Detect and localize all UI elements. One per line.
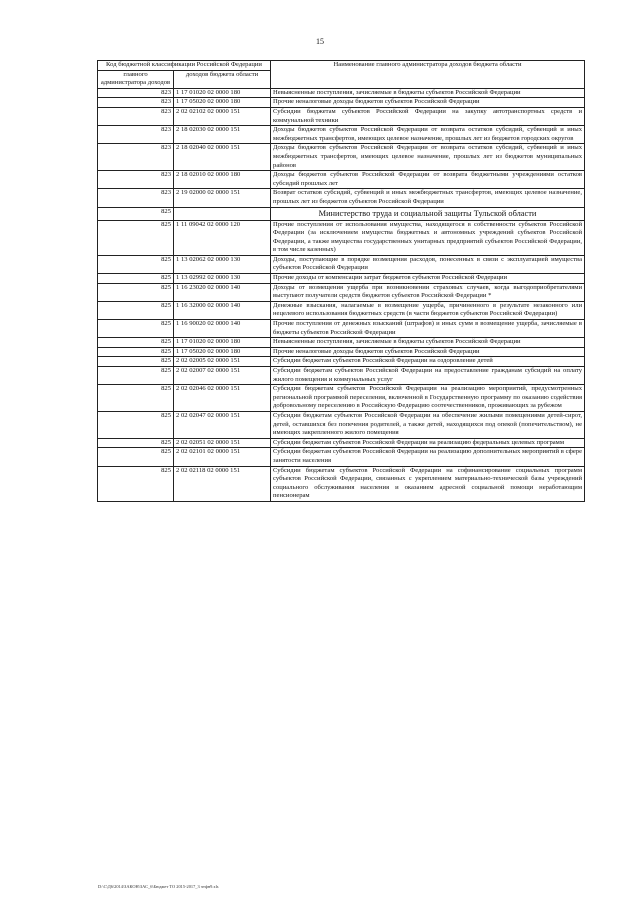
revenue-code-cell: 2 02 02102 02 0000 151 xyxy=(174,107,271,125)
table-row xyxy=(98,347,585,357)
description-cell: Доходы бюджетов субъектов Российской Федерации от возврата остатков субсидий, субвенций и иных межбюджетных трансфертов, имеющих целевое назначение, прошлых лет из бюджетов городских округов xyxy=(271,126,585,144)
revenue-code-cell: 2 02 02051 02 0000 151 xyxy=(174,438,271,448)
description-cell: Прочие доходы от компенсации затрат бюджетов субъектов Российской Федерации xyxy=(271,274,585,284)
admin-code-cell: 823 xyxy=(98,126,174,144)
table-row xyxy=(98,448,585,466)
revenue-code-cell: 2 18 02030 02 0000 151 xyxy=(174,126,271,144)
revenue-code-cell: 1 16 32000 02 0000 140 xyxy=(174,301,271,319)
revenue-code-cell: 2 02 02046 02 0000 151 xyxy=(174,385,271,412)
admin-code-cell: 823 xyxy=(98,107,174,125)
table-row xyxy=(98,220,585,255)
table-row xyxy=(98,338,585,348)
table-row xyxy=(98,411,585,438)
admin-code-cell: 825 xyxy=(98,448,174,466)
table-row xyxy=(98,126,585,144)
revenue-code-cell: 1 17 05020 02 0000 180 xyxy=(174,98,271,108)
ministry-heading-row xyxy=(98,207,585,220)
table-row xyxy=(98,88,585,98)
admin-code-cell: 825 xyxy=(98,301,174,319)
description-cell: Субсидии бюджетам субъектов Российской Федерации на оздоровление детей xyxy=(271,357,585,367)
table-row xyxy=(98,107,585,125)
description-cell: Субсидии бюджетам субъектов Российской Федерации на обеспечение жилыми помещениями детей-сирот, детей, оставшихся без попечения родителей, а также детей, находящихся под опекой (попечительством), не имеющих закрепленного жилого помещения xyxy=(271,411,585,438)
admin-code-cell: 825 xyxy=(98,367,174,385)
budget-classification-table xyxy=(97,60,585,502)
table-row xyxy=(98,385,585,412)
revenue-code-cell: 2 02 02005 02 0000 151 xyxy=(174,357,271,367)
revenue-code-cell: 2 02 02047 02 0000 151 xyxy=(174,411,271,438)
table-row xyxy=(98,301,585,319)
ministry-name-cell: Министерство труда и социальной защиты Тульской области xyxy=(271,207,585,220)
description-cell: Субсидии бюджетам субъектов Российской Федерации на предоставление гражданам субсидий на оплату жилого помещения и коммунальных услуг xyxy=(271,367,585,385)
description-cell: Невыясненные поступления, зачисляемые в бюджеты субъектов Российской Федерации xyxy=(271,88,585,98)
table-row xyxy=(98,367,585,385)
revenue-code-cell: 1 17 05020 02 0000 180 xyxy=(174,347,271,357)
header-admin-name: Наименование главного администратора доходов бюджета области xyxy=(271,61,585,89)
description-cell: Субсидии бюджетам субъектов Российской Федерации на реализацию мероприятий, предусмотренных региональной программой переселения, включенной в Государственную программу по оказанию содействия добровольному переселению в Российскую Федерацию соотечественников, проживающих за рубежом xyxy=(271,385,585,412)
admin-code-cell: 825 xyxy=(98,357,174,367)
table-row xyxy=(98,283,585,301)
table-row xyxy=(98,144,585,171)
admin-code-cell: 823 xyxy=(98,189,174,207)
admin-code-cell: 825 xyxy=(98,274,174,284)
admin-code-cell: 825 xyxy=(98,338,174,348)
admin-code-cell: 825 xyxy=(98,255,174,273)
description-cell: Субсидии бюджетам субъектов Российской Федерации на софинансирование социальных программ субъектов Российской Федерации, связанных с укреплением материально-технической базы учреждений социального обслуживания населения и оказанием адресной социальной помощи неработающим пенсионерам xyxy=(271,466,585,501)
revenue-code-cell: 1 11 09042 02 0000 120 xyxy=(174,220,271,255)
description-cell: Доходы, поступающие в порядке возмещения расходов, понесенных в связи с эксплуатацией имущества субъектов Российской Федерации xyxy=(271,255,585,273)
description-cell: Доходы от возмещения ущерба при возникновении страховых случаев, когда выгодоприобретателями выступают получатели средств бюджетов субъектов Российской Федерации * xyxy=(271,283,585,301)
revenue-code-cell: 2 02 02101 02 0000 151 xyxy=(174,448,271,466)
revenue-code-cell: 2 02 02007 02 0000 151 xyxy=(174,367,271,385)
revenue-code-cell: 2 02 02118 02 0000 151 xyxy=(174,466,271,501)
table-row xyxy=(98,438,585,448)
admin-code-cell: 825 xyxy=(98,385,174,412)
admin-code-cell: 823 xyxy=(98,88,174,98)
admin-code-cell: 825 xyxy=(98,320,174,338)
revenue-code-cell: 1 17 01020 02 0000 180 xyxy=(174,88,271,98)
revenue-code-cell: 1 17 01020 02 0000 180 xyxy=(174,338,271,348)
header-admin-code: главного администратора доходов xyxy=(98,70,174,88)
revenue-code-cell: 2 19 02000 02 0000 151 xyxy=(174,189,271,207)
description-cell: Возврат остатков субсидий, субвенций и иных межбюджетных трансфертов, имеющих целевое назначение, прошлых лет из бюджетов субъектов Российской Федерации xyxy=(271,189,585,207)
admin-code-cell: 825 xyxy=(98,466,174,501)
revenue-code-cell: 1 16 23020 02 0000 140 xyxy=(174,283,271,301)
admin-code-cell: 823 xyxy=(98,144,174,171)
revenue-code-cell: 1 13 02062 02 0000 130 xyxy=(174,255,271,273)
description-cell: Доходы бюджетов субъектов Российской Федерации от возврата бюджетными учреждениями остатков субсидий прошлых лет xyxy=(271,171,585,189)
description-cell: Прочие неналоговые доходы бюджетов субъектов Российской Федерации xyxy=(271,347,585,357)
description-cell: Субсидии бюджетам субъектов Российской Федерации на реализацию федеральных целевых программ xyxy=(271,438,585,448)
header-classification-code: Код бюджетной классификации Российской Федерации xyxy=(98,61,271,71)
admin-code-cell: 825 xyxy=(98,347,174,357)
revenue-code-cell: 1 13 02992 02 0000 130 xyxy=(174,274,271,284)
description-cell: Прочие неналоговые доходы бюджетов субъектов Российской Федерации xyxy=(271,98,585,108)
description-cell: Субсидии бюджетам субъектов Российской Федерации на реализацию дополнительных мероприятий в сфере занятости населения xyxy=(271,448,585,466)
description-cell: Денежные взыскания, налагаемые в возмещение ущерба, причиненного в результате незаконного или нецелевого использования бюджетных средств (в части бюджетов субъектов Российской Федерации) xyxy=(271,301,585,319)
table-row xyxy=(98,171,585,189)
description-cell: Прочие поступления от денежных взысканий (штрафов) и иных сумм в возмещение ущерба, зачисляемые в бюджеты субъектов Российской Федерации xyxy=(271,320,585,338)
table-row xyxy=(98,357,585,367)
description-cell: Доходы бюджетов субъектов Российской Федерации от возврата остатков субсидий, субвенций и иных межбюджетных трансфертов, имеющих целевое назначение, прошлых лет из бюджетов муниципальных районов xyxy=(271,144,585,171)
admin-code-cell: 825 xyxy=(98,220,174,255)
table-row xyxy=(98,189,585,207)
admin-code-cell: 825 xyxy=(98,207,174,220)
revenue-code-cell: 2 18 02010 02 0000 180 xyxy=(174,171,271,189)
revenue-code-cell: 1 16 90020 02 0000 140 xyxy=(174,320,271,338)
admin-code-cell: 825 xyxy=(98,411,174,438)
admin-code-cell: 825 xyxy=(98,438,174,448)
page-number: 15 xyxy=(316,37,324,46)
table-body xyxy=(98,88,585,501)
admin-code-cell: 825 xyxy=(98,283,174,301)
table-row xyxy=(98,466,585,501)
description-cell: Невыясненные поступления, зачисляемые в бюджеты субъектов Российской Федерации xyxy=(271,338,585,348)
revenue-code-cell xyxy=(174,207,271,220)
description-cell: Прочие поступления от использования имущества, находящегося в собственности субъектов Российской Федерации (за исключением имущества бюджетных и автономных учреждений субъектов Российской Федерации, а также имущества государственных унитарных предприятий субъектов Российской Федерации, в том числе казенных) xyxy=(271,220,585,255)
admin-code-cell: 823 xyxy=(98,171,174,189)
table-row xyxy=(98,274,585,284)
table-row xyxy=(98,320,585,338)
revenue-code-cell: 2 18 02040 02 0000 151 xyxy=(174,144,271,171)
admin-code-cell: 823 xyxy=(98,98,174,108)
description-cell: Субсидии бюджетам субъектов Российской Федерации на закупку автотранспортных средств и коммунальной техники xyxy=(271,107,585,125)
file-path-footer: D:\С\Д6\2014\ЗАКОН\ЗАС_6\Бюджет ТО 2015-2017_3 чтфн9.xls xyxy=(98,884,219,889)
table-row xyxy=(98,255,585,273)
table-row xyxy=(98,98,585,108)
header-revenue-code: доходов бюджета области xyxy=(174,70,271,88)
